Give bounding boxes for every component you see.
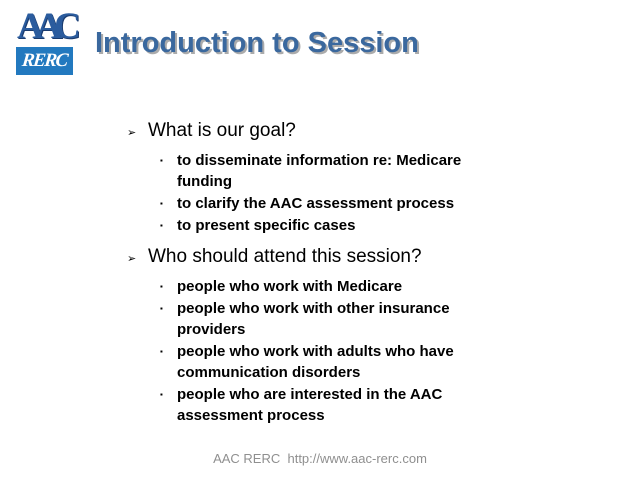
sub-bullet-label: people who are interested in the AAC assessment process — [177, 386, 443, 424]
slide-title: Introduction to Session — [95, 27, 419, 59]
slide-body — [127, 118, 522, 427]
sub-bullet-list — [160, 150, 522, 236]
bullet-label: What is our goal? — [148, 120, 296, 141]
arrow-bullet-icon: ➢ — [127, 127, 137, 139]
logo-rerc-text: RERC — [21, 50, 68, 71]
bullet-group-goal — [127, 118, 522, 236]
slide-footer: AAC RERC http://www.aac-rerc.com — [213, 451, 427, 466]
sub-bullet-item — [160, 384, 522, 426]
aac-rerc-logo — [14, 6, 76, 78]
sub-bullet-item — [160, 215, 522, 236]
bullet-item — [127, 244, 522, 272]
square-bullet-icon: ▪ — [160, 282, 163, 291]
arrow-bullet-icon: ➢ — [127, 253, 137, 265]
sub-bullet-label: to clarify the AAC assessment process — [177, 195, 455, 212]
sub-bullet-label: to disseminate information re: Medicare funding — [177, 152, 462, 190]
sub-bullet-label: people who work with other insurance providers — [177, 300, 450, 338]
sub-bullet-item — [160, 341, 522, 383]
sub-bullet-label: to present specific cases — [177, 217, 356, 234]
logo-aac-text: AAC — [17, 6, 73, 47]
bullet-group-audience — [127, 244, 522, 426]
sub-bullet-item — [160, 150, 522, 192]
sub-bullet-label: people who work with Medicare — [177, 278, 403, 295]
square-bullet-icon: ▪ — [160, 347, 163, 356]
logo-rerc-box — [16, 47, 73, 75]
square-bullet-icon: ▪ — [160, 304, 163, 313]
sub-bullet-item — [160, 276, 522, 297]
sub-bullet-label: people who work with adults who have communication disorders — [177, 343, 454, 381]
bullet-label: Who should attend this session? — [148, 246, 422, 267]
bullet-item — [127, 118, 522, 146]
sub-bullet-item — [160, 298, 522, 340]
square-bullet-icon: ▪ — [160, 221, 163, 230]
square-bullet-icon: ▪ — [160, 156, 163, 165]
sub-bullet-item — [160, 193, 522, 214]
square-bullet-icon: ▪ — [160, 390, 163, 399]
sub-bullet-list — [160, 276, 522, 426]
square-bullet-icon: ▪ — [160, 199, 163, 208]
